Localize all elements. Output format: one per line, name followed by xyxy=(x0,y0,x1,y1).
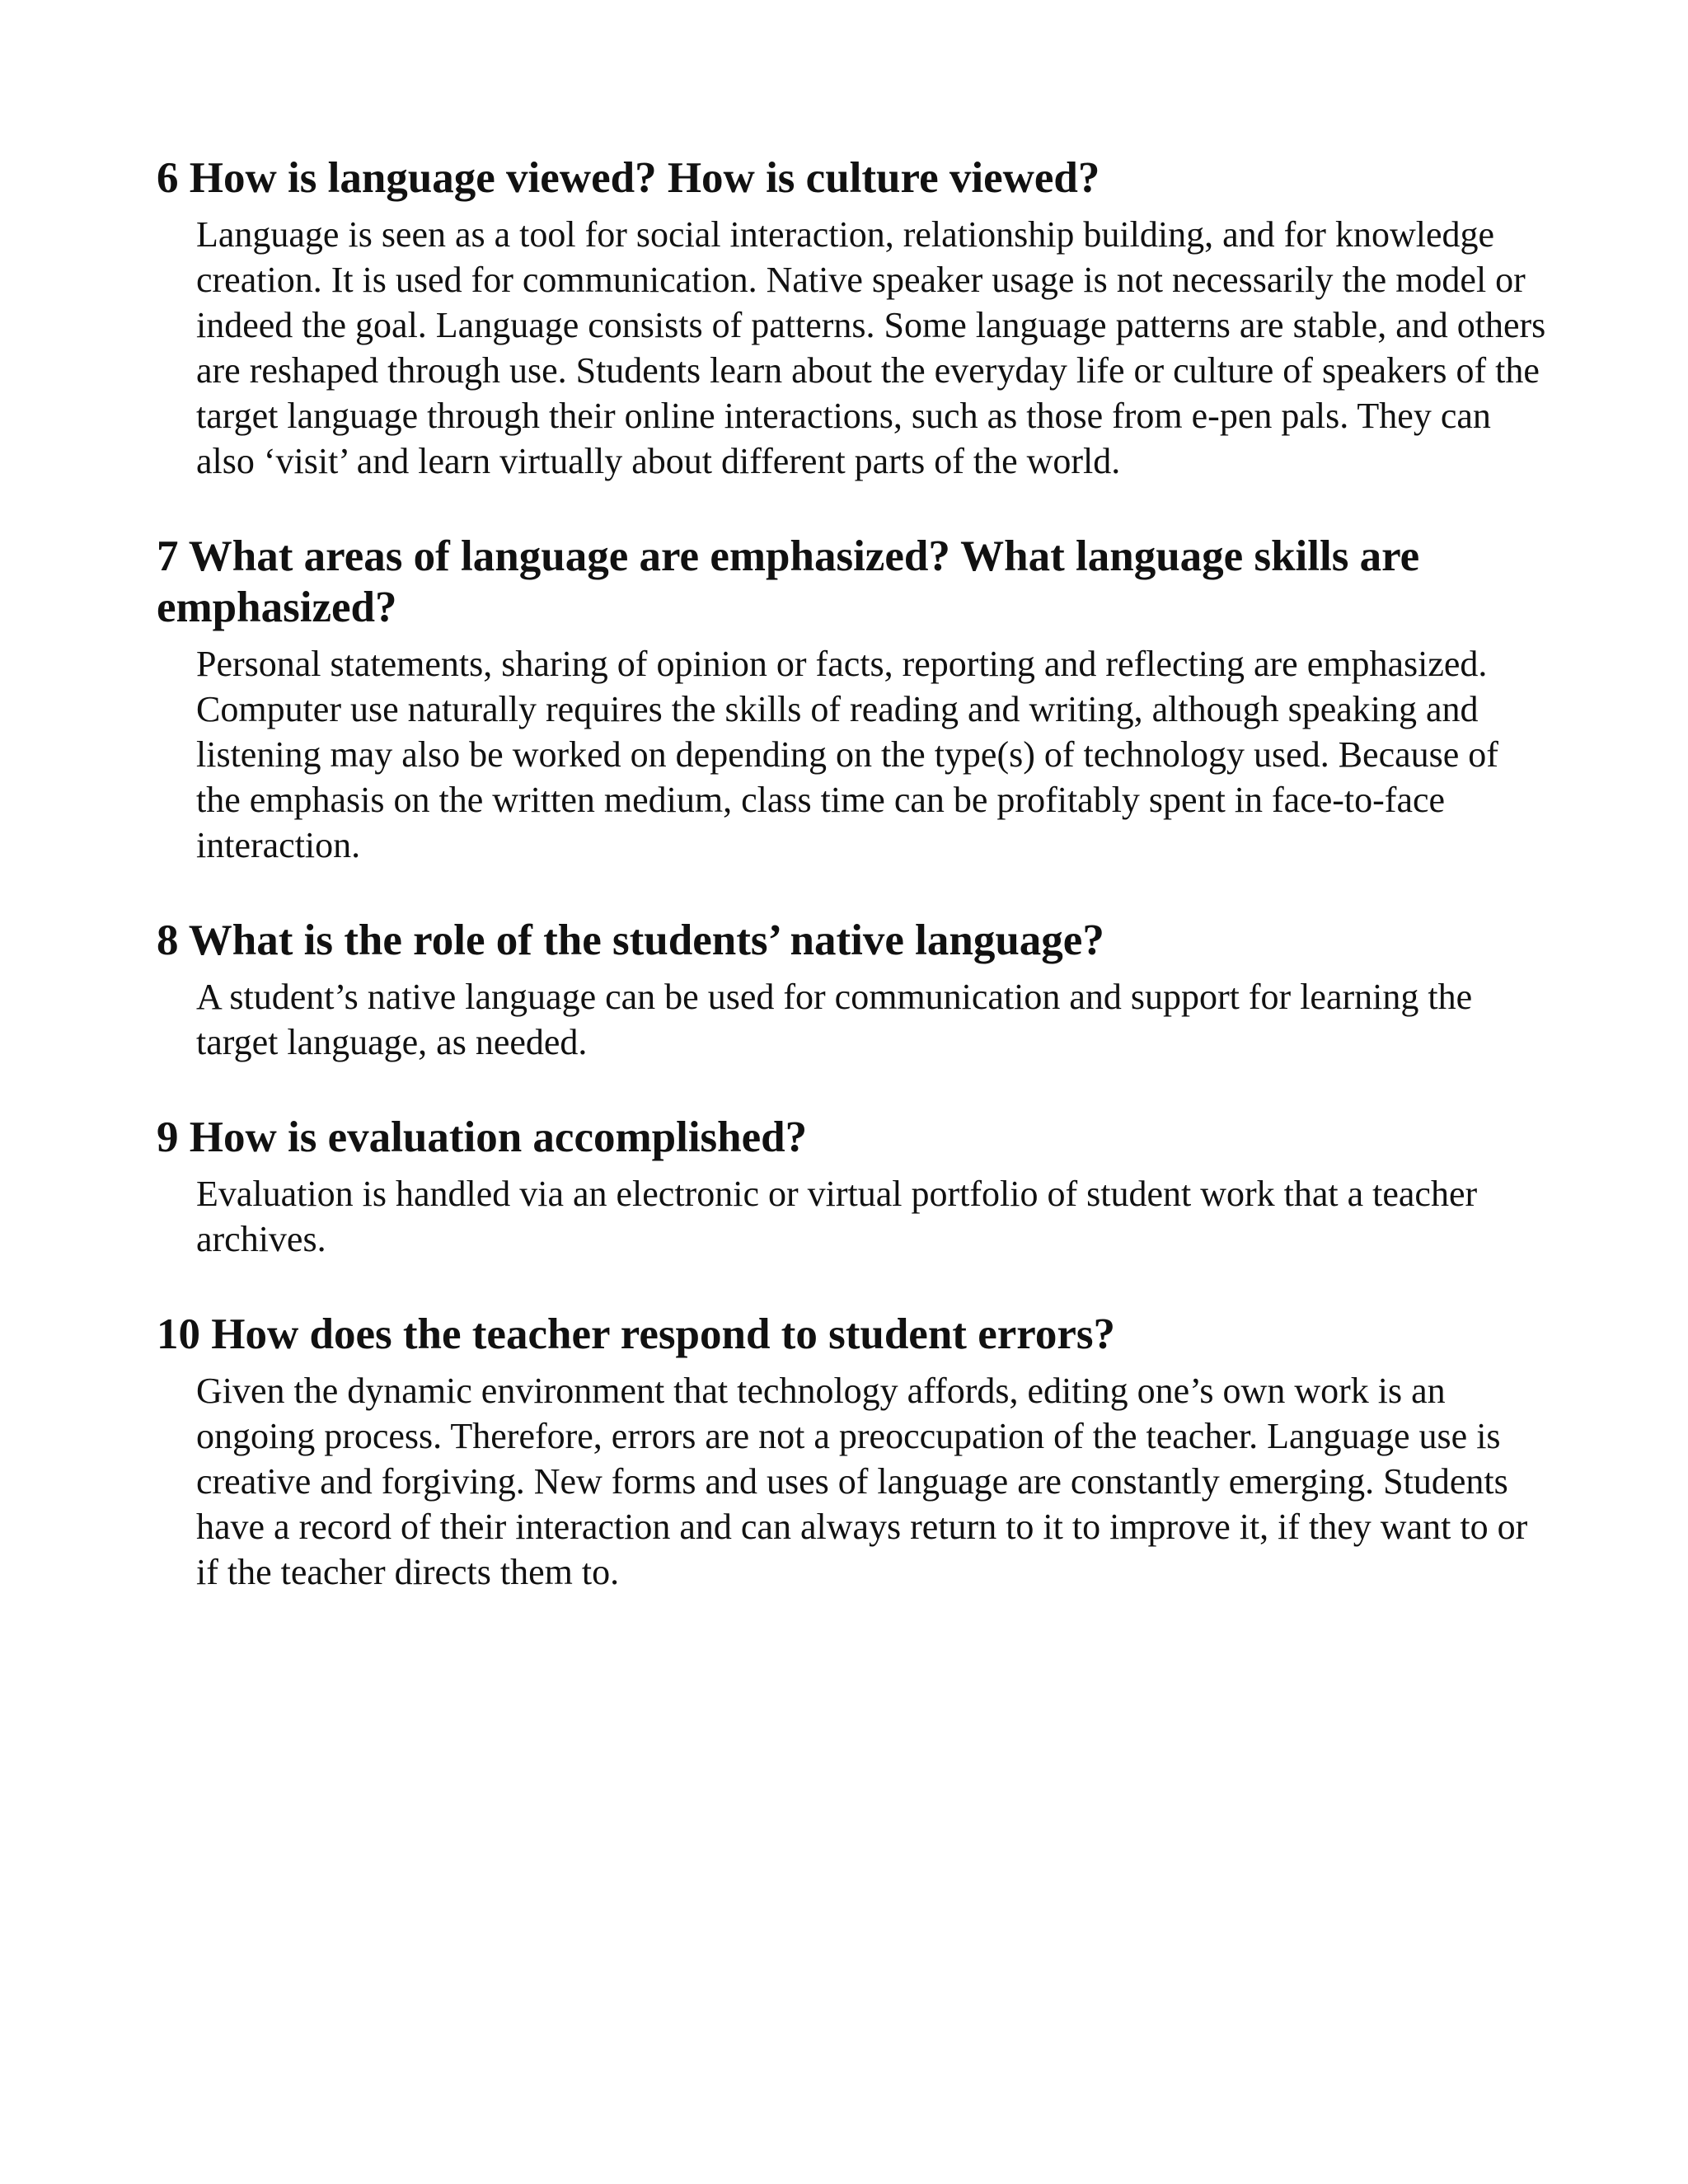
section-6 xyxy=(157,152,1546,484)
document-page xyxy=(157,152,1546,1642)
section-heading: 8 What is the role of the students’ native language? xyxy=(157,916,1104,964)
section-body: Personal statements, sharing of opinion or facts, reporting and reflecting are emphasized. Computer use naturally requires the skills of reading and writing, although speaking and listening may also be worked on depending on the type(s) of technology used. Because of the emphasis on the written medium, class time can be profitably spent in face-to-face interaction. xyxy=(196,644,1498,865)
section-body: Given the dynamic environment that technology affords, editing one’s own work is an ongoing process. Therefore, errors are not a preoccupation of the teacher. Language use is creative and forgiving. New forms and uses of language are constantly emerging. Students have a record of their interaction and can always return to it to improve it, if they want to or if the teacher directs them to. xyxy=(196,1371,1528,1592)
section-heading: 10 How does the teacher respond to student errors? xyxy=(157,1310,1115,1358)
section-10 xyxy=(157,1309,1541,1595)
section-heading: 7 What areas of language are emphasized? What language skills are emphasized? xyxy=(157,532,1420,631)
section-body: A student’s native language can be used for communication and support for learning the target language, as needed. xyxy=(196,977,1473,1062)
section-body: Evaluation is handled via an electronic or virtual portfolio of student work that a teacher archives. xyxy=(196,1174,1478,1259)
section-9 xyxy=(157,1112,1541,1262)
section-7 xyxy=(157,531,1541,868)
section-heading: 9 How is evaluation accomplished? xyxy=(157,1113,808,1161)
section-body: Language is seen as a tool for social interaction, relationship building, and for knowledge creation. It is used for communication. Native speaker usage is not necessarily the model or indeed the goal. Language consists of patterns. Some language patterns are stable, and others are reshaped through use. Students learn about the everyday life or culture of speakers of the target language through their online interactions, such as those from e-pen pals. They can also ‘visit’ and learn virtually about different parts of the world. xyxy=(196,214,1546,481)
section-8 xyxy=(157,915,1541,1065)
section-heading: 6 How is language viewed? How is culture viewed? xyxy=(157,154,1100,202)
